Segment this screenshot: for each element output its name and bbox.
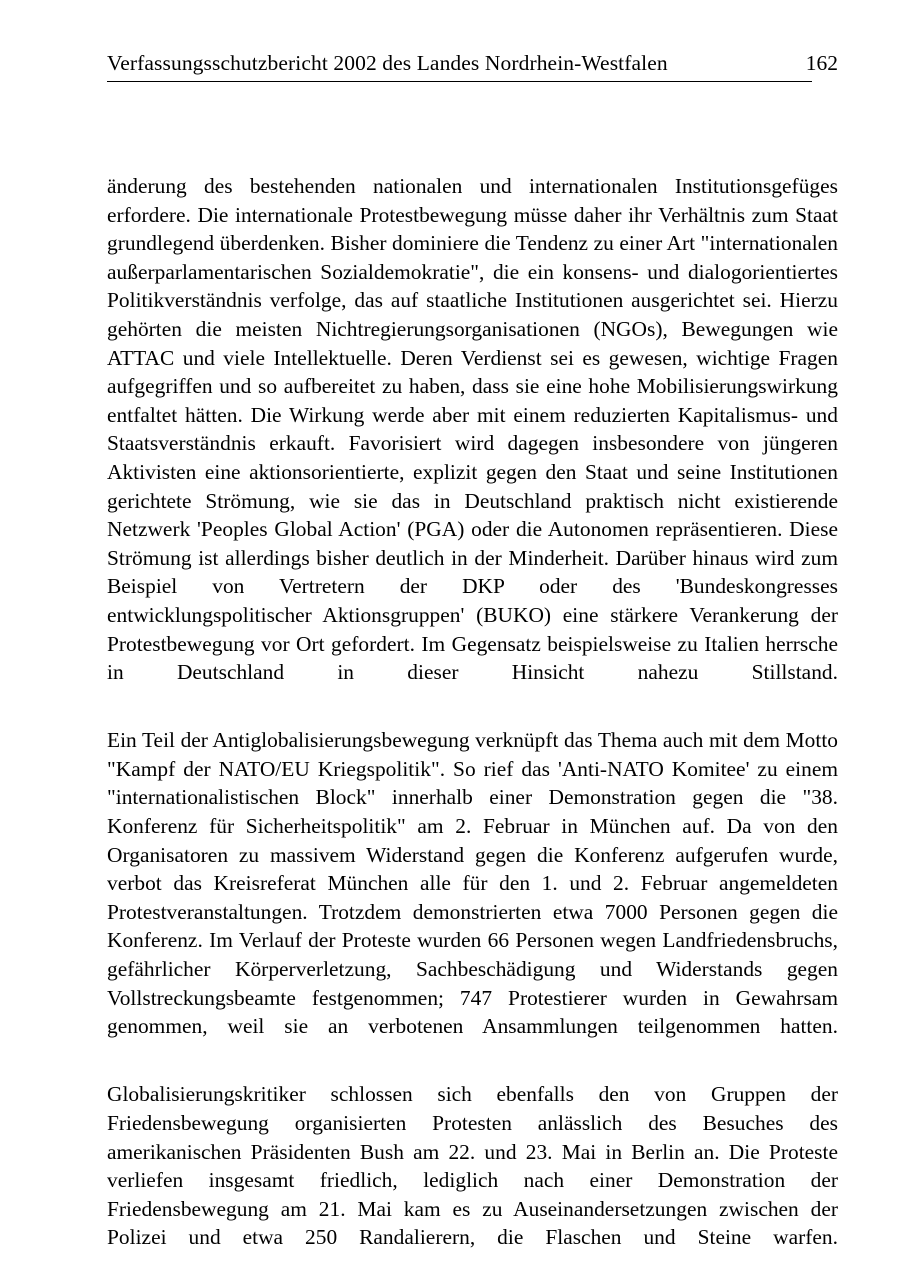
paragraph: Globalisierungskritiker schlossen sich ebenfalls den von Gruppen der Friedensbewegung organisierten Protesten anlässlich des Besuches des amerikanischen Präsidenten Bush am 22. und 23. Mai in Berlin an. Die Proteste verliefen insgesamt friedlich, lediglich nach einer Demonstration der Friedensbewegung am 21. Mai kam es zu Auseinandersetzungen zwischen der Polizei und etwa 250 Randalierern, die Flaschen und Steine warfen. — [107, 1082, 838, 1250]
page-number: 162 — [805, 51, 838, 75]
body-text — [107, 172, 838, 1273]
paragraph: Ein Teil der Antiglobalisierungsbewegung verknüpft das Thema auch mit dem Motto "Kampf der NATO/EU Kriegspolitik". So rief das 'Anti-NATO Komitee' zu einem "internationalistischen Block" innerhalb einer Demonstration gegen die "38. Konferenz für Sicherheitspolitik" am 2. Februar in München auf. Da von den Organisatoren zu massivem Widerstand gegen die Konferenz aufgerufen wurde, verbot das Kreisreferat München alle für den 1. und 2. Februar angemeldeten Protestveranstaltungen. Trotzdem demonstrierten etwa 7000 Personen gegen die Konferenz. Im Verlauf der Proteste wurden 66 Personen wegen Landfriedensbruchs, gefährlicher Körperverletzung, Sachbeschädigung und Widerstands gegen Vollstreckungsbeamte festgenommen; 747 Protestierer wurden in Gewahrsam genommen, weil sie an verbotenen Ansammlungen teilgenommen hatten. — [107, 728, 838, 1039]
running-head — [107, 50, 838, 82]
paragraph: änderung des bestehenden nationalen und internationalen Institutionsgefüges erfordere. Die internationale Protestbewegung müsse daher ihr Verhältnis zum Staat grundlegend überdenken. Bisher dominiere die Tendenz zu einer Art "internationalen außerparlamentarischen Sozialdemokratie", die ein konsens- und dialogorientiertes Politikverständnis verfolge, das auf staatliche Institutionen ausgerichtet sei. Hierzu gehörten die meisten Nichtregierungsorganisationen (NGOs), Bewegungen wie ATTAC und viele Intellektuelle. Deren Verdienst sei es gewesen, wichtige Fragen aufgegriffen und so aufbereitet zu haben, dass sie eine hohe Mobilisierungswirkung entfaltet hätten. Die Wirkung werde aber mit einem reduzierten Kapitalismus- und Staatsverständnis erkauft. Favorisiert wird dagegen insbesondere von jüngeren Aktivisten eine aktionsorientierte, explizit gegen den Staat und seine Institutionen gerichtete Strömung, wie sie das in Deutschland praktisch nicht existierende Netzwerk 'Peoples Global Action' (PGA) oder die Autonomen repräsentieren. Diese Strömung ist allerdings bisher deutlich in der Minderheit. Darüber hinaus wird zum Beispiel von Vertretern der DKP oder des 'Bundeskongresses entwicklungspolitischer Aktionsgruppen' (BUKO) eine stärkere Verankerung der Protestbewegung vor Ort gefordert. Im Gegensatz beispielsweise zu Italien herrsche in Deutschland in dieser Hinsicht nahezu Stillstand. — [107, 174, 838, 685]
running-head-title: Verfassungsschutzbericht 2002 des Landes Nordrhein-Westfalen — [107, 51, 668, 75]
